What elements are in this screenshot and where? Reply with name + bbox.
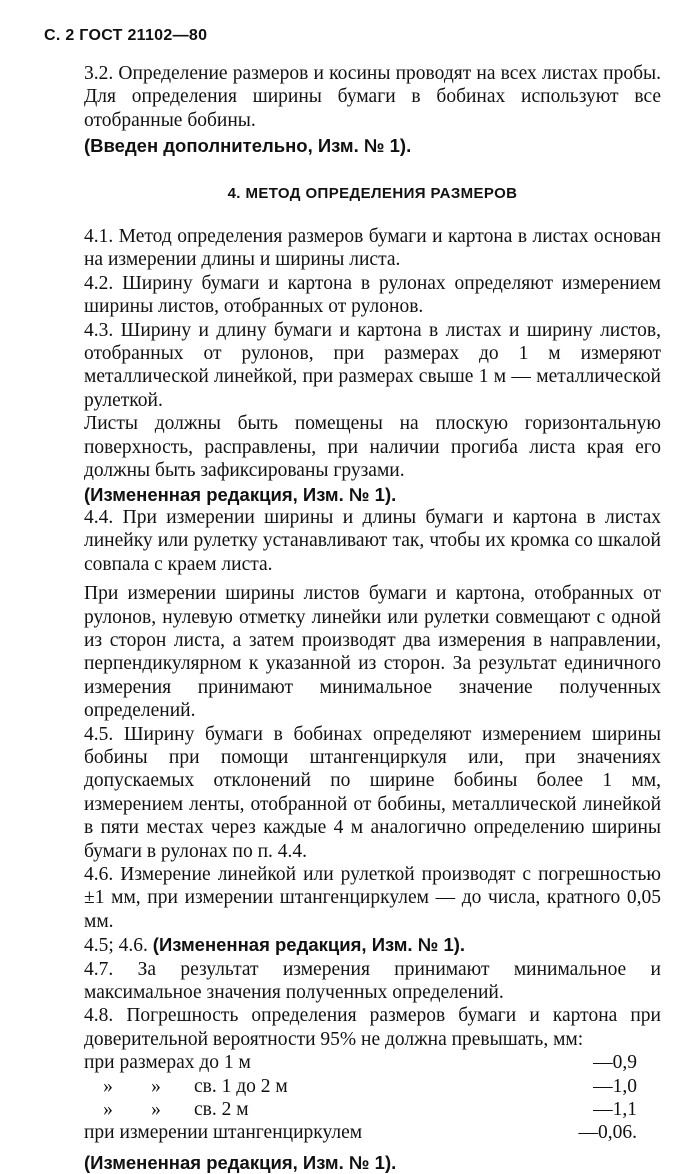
tolerance-table	[84, 1051, 661, 1145]
paragraph-4-5: 4.5. Ширину бумаги в бобинах определяют измерением ширины бобины при помощи штангенциркуля или, при значениях допускаемых отклонений по ширине бобины более 1 мм, измерением ленты, отобранной от бобины, металлической линейкой в пяти местах через каждые 4 м аналогично определению ширины бумаги в рулонах по п. 4.4.	[84, 723, 661, 862]
page-header: С. 2 ГОСТ 21102—80	[44, 27, 208, 44]
amendment-note-added: (Введен дополнительно, Изм. № 1).	[84, 135, 412, 157]
document-body	[84, 62, 661, 1174]
amendment-note-changed-2: 4.5; 4.6. (Измененная редакция, Изм. № 1).	[84, 934, 466, 957]
tolerance-row: при размерах до 1 м —0,9	[84, 1052, 637, 1074]
section-title: 4. МЕТОД ОПРЕДЕЛЕНИЯ РАЗМЕРОВ	[227, 184, 518, 202]
paragraph-4-6: 4.6. Измерение линейкой или рулеткой производят с погрешностью ±1 мм, при измерении штангенциркулем — до числа, кратного 0,05 мм.	[84, 864, 661, 932]
paragraph-4-1: 4.1. Метод определения размеров бумаги и картона в листах основан на измерении длины и ширины листа.	[84, 226, 661, 271]
paragraph-4-4-rolls: При измерении ширины листов бумаги и картона, отобранных от рулонов, нулевую отметку линейки или рулетки совмещают с одной из сторон листа, а затем производят два измерения в направлении, перпендикулярном к указанной из сторон. За результат единичного измерения принимают минимальное значение полученных определений.	[84, 583, 661, 722]
paragraph-4-4: 4.4. При измерении ширины и длины бумаги и картона в листах линейку или рулетку устанавливают так, чтобы их кромка со шкалой совпала с краем листа.	[84, 506, 661, 575]
paragraph-4-3-sheets: Листы должны быть помещены на плоскую горизонтальную поверхность, расправлены, при наличии прогиба листа края его должны быть зафиксированы грузами.	[84, 413, 661, 482]
tolerance-row: » » св. 1 до 2 м —1,0	[103, 1075, 637, 1097]
paragraph-4-3: 4.3. Ширину и длину бумаги и картона в листах и ширину листов, отобранных от рулонов, при размерах до 1 м измеряют металлической линейкой, при размерах свыше 1 м — металлической рулеткой.	[84, 319, 661, 411]
paragraph-4-7: 4.7. За результат измерения принимают минимальное и максимальное значения полученных определений.	[84, 958, 661, 1004]
paragraph-4-8: 4.8. Погрешность определения размеров бумаги и картона при доверительной вероятности 95% не должна превышать, мм:	[84, 1005, 661, 1050]
paragraph-4-2: 4.2. Ширину бумаги и картона в рулонах определяют измерением ширины листов, отобранных от рулонов.	[84, 272, 661, 318]
amendment-note-changed-1: (Измененная редакция, Изм. № 1).	[84, 483, 397, 505]
paragraph-3-2: 3.2. Определение размеров и косины проводят на всех листах пробы. Для определения ширины бумаги в бобинах используют все отобранные бобины.	[84, 63, 661, 131]
tolerance-row: при измерении штангенциркулем —0,06.	[84, 1122, 637, 1144]
tolerance-row: » » св. 2 м —1,1	[103, 1099, 637, 1121]
amendment-note-changed-3: (Измененная редакция, Изм. № 1).	[84, 1151, 397, 1173]
